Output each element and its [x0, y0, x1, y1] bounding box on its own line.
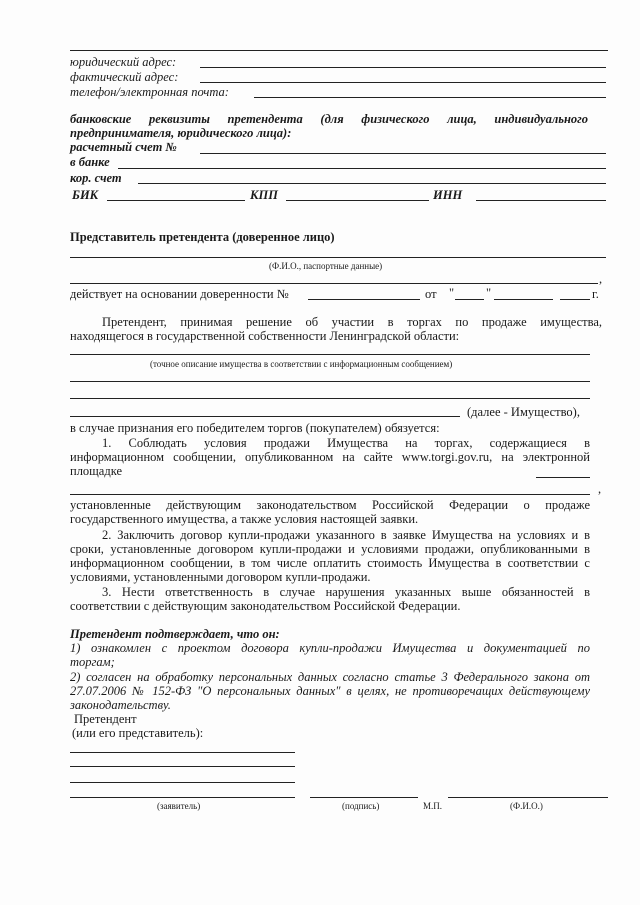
winner-obligation-line: в случае признания его победителем торгов (покупателем) обязуется: [70, 421, 440, 435]
obligation-1-line-1: 1. Соблюдать условия продажи Имущества на торгах, содержащиеся в [102, 436, 590, 450]
obligation-3-line-1: 3. Нести ответственность в случае нарушения указанных выше обязанностей в [102, 585, 590, 599]
power-of-attorney-label: действует на основании доверенности № [70, 287, 289, 301]
passport-comma: , [599, 272, 603, 286]
bank-details-heading-2: предпринимателя, юридического лица): [70, 126, 292, 140]
bik-label: БИК [72, 188, 99, 202]
platform-comma: , [598, 482, 602, 496]
property-description-field-3[interactable] [70, 398, 590, 399]
quote-open: " [449, 286, 455, 300]
decision-line-2: находящегося в государственной собственности Ленинградской области: [70, 329, 460, 343]
bank-details-heading: банковские реквизиты претендента (для физического лица, индивидуального [70, 112, 588, 126]
actual-address-field[interactable] [200, 82, 606, 83]
bik-field[interactable] [107, 200, 245, 201]
kpp-field[interactable] [286, 200, 429, 201]
settlement-account-field[interactable] [200, 153, 606, 154]
platform-field-short[interactable] [536, 477, 590, 478]
property-caption: (точное описание имущества в соответствии с информационным сообщением) [150, 359, 453, 369]
full-name-field[interactable] [448, 797, 608, 798]
confirmation-2-line-2: 27.07.2006 № 152-ФЗ "О персональных данных" в целях, не противоречащих действующему [70, 684, 590, 698]
obligation-2-line-3: информационном сообщении, в том числе оплатить стоимость Имущества в соответствии с [70, 556, 590, 570]
signature-caption: (подпись) [342, 801, 380, 811]
legal-address-label: юридический адрес: [70, 55, 177, 69]
phone-email-field[interactable] [254, 97, 606, 98]
or-representative-label: (или его представитель): [72, 726, 204, 740]
applicant-field-2[interactable] [70, 766, 295, 767]
hereinafter-text: (далее - Имущество), [467, 405, 580, 419]
decision-line-1: Претендент, принимая решение об участии в торгах по продаже имущества, [102, 315, 602, 329]
poa-number-field[interactable] [308, 299, 420, 300]
obligation-1-line-4: установленные действующим законодательством Российской Федерации о продаже [70, 498, 590, 512]
quote-close: " [486, 286, 492, 300]
name-caption: (Ф.И.О., паспортные данные) [269, 261, 383, 271]
confirmation-2-line-3: законодательству. [70, 698, 171, 712]
obligation-1-line-3: площадке [70, 464, 123, 478]
poa-year-field[interactable] [560, 299, 590, 300]
confirmation-heading: Претендент подтверждает, что он: [70, 627, 280, 641]
representative-heading: Представитель претендента (доверенное лицо) [70, 230, 335, 244]
bank-name-field[interactable] [118, 168, 606, 169]
year-suffix: г. [592, 287, 599, 301]
signature-field[interactable] [310, 797, 418, 798]
poa-day-field[interactable] [455, 299, 484, 300]
obligation-2-line-2: сроки, установленные договором купли-продажи и условиями продажи, опубликованными в [70, 542, 590, 556]
obligation-3-line-2: соответствии с действующим законодательством Российской Федерации. [70, 599, 461, 613]
stamp-label: М.П. [423, 801, 443, 811]
poa-month-field[interactable] [494, 299, 553, 300]
obligation-2-line-4: условиями, установленными договором купли-продажи. [70, 570, 371, 584]
legal-address-field[interactable] [200, 67, 606, 68]
inn-field[interactable] [476, 200, 606, 201]
property-description-field-4[interactable] [70, 416, 460, 417]
property-description-field-2[interactable] [70, 381, 590, 382]
representative-passport-field[interactable] [70, 283, 598, 284]
applicant-field-4[interactable] [70, 797, 295, 798]
applicant-caption: (заявитель) [157, 801, 201, 811]
confirmation-1-line-1: 1) ознакомлен с проектом договора купли-продажи Имущества и документацией по [70, 641, 590, 655]
top-divider [70, 50, 608, 51]
confirmation-2-line-1: 2) согласен на обработку персональных данных согласно статье 3 Федерального закона от [70, 670, 590, 684]
kpp-label: КПП [250, 188, 278, 202]
platform-field[interactable] [70, 494, 590, 495]
obligation-1-line-2: информационном сообщении, опубликованном на сайте www.torgi.gov.ru, на электронной [70, 450, 590, 464]
corr-account-label: кор. счет [70, 171, 122, 185]
confirmation-1-line-2: торгам; [70, 655, 115, 669]
representative-name-field[interactable] [70, 257, 606, 258]
property-description-field[interactable] [70, 354, 590, 355]
actual-address-label: фактический адрес: [70, 70, 179, 84]
obligation-1-line-5: государственного имущества, а также условия настоящей заявки. [70, 512, 419, 526]
phone-email-label: телефон/электронная почта: [70, 85, 229, 99]
applicant-field-3[interactable] [70, 782, 295, 783]
in-bank-label: в банке [70, 155, 110, 169]
settlement-account-label: расчетный счет № [70, 140, 177, 154]
obligation-2-line-1: 2. Заключить договор купли-продажи указанного в заявке Имущества на условиях и в [102, 528, 590, 542]
full-name-caption: (Ф.И.О.) [510, 801, 543, 811]
from-label: от [425, 287, 437, 301]
pretendent-label: Претендент [74, 712, 137, 726]
corr-account-field[interactable] [138, 183, 606, 184]
inn-label: ИНН [433, 188, 463, 202]
applicant-field-1[interactable] [70, 752, 295, 753]
